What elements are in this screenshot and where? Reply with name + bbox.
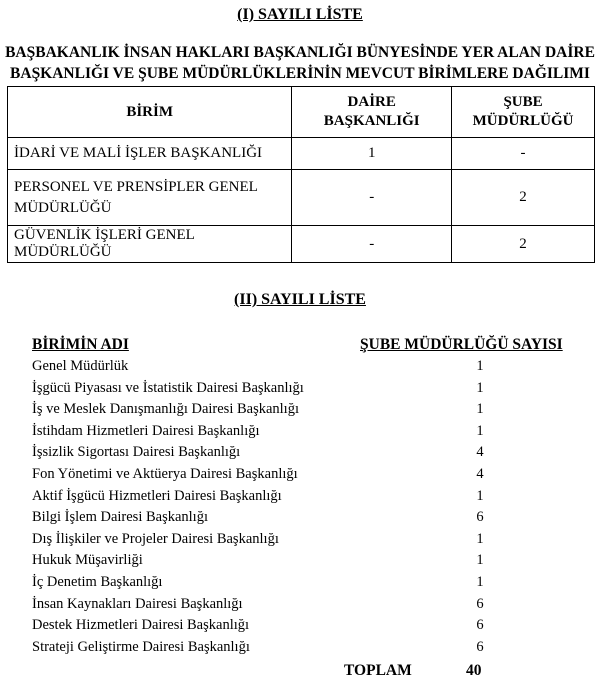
list-item-name: İşsizlik Sigortası Dairesi Başkanlığı (32, 444, 241, 461)
row-sube-count: 2 (452, 226, 595, 263)
list1-heading-line2: BAŞKANLIĞI VE ŞUBE MÜDÜRLÜKLERİNİN MEVCUT BİRİMLERE DAĞILIMI (10, 65, 590, 82)
list-item-count: 1 (476, 401, 484, 418)
list-item-count: 6 (476, 617, 484, 634)
branch-directorate-list (0, 356, 600, 658)
list2-title: (II) SAYILI LİSTE (234, 291, 366, 308)
list2-column-header-count: ŞUBE MÜDÜRLÜĞÜ SAYISI (360, 336, 563, 353)
list-item-name: İşgücü Piyasası ve İstatistik Dairesi Başkanlığı (32, 379, 304, 396)
row-daire-count: 1 (292, 138, 452, 170)
list-item (0, 572, 600, 594)
table-header-row (8, 87, 595, 138)
row-sube-count: 2 (452, 170, 595, 226)
list-item-count: 1 (476, 573, 484, 590)
list1-heading (0, 42, 600, 84)
list-item-count: 1 (476, 530, 484, 547)
list-item-name: Strateji Geliştirme Dairesi Başkanlığı (32, 638, 250, 655)
list-item-name: İstihdam Hizmetleri Dairesi Başkanlığı (32, 422, 260, 439)
list-item-name: Fon Yönetimi ve Aktüerya Dairesi Başkanlığı (32, 465, 298, 482)
list-item-count: 1 (476, 379, 484, 396)
table-row (8, 226, 595, 263)
list-item-count: 4 (476, 444, 484, 461)
list-item-count: 1 (476, 422, 484, 439)
list-item-name: Hukuk Müşavirliği (32, 552, 143, 569)
list-item (0, 399, 600, 421)
list-item-count: 6 (476, 509, 484, 526)
total-value: 40 (466, 662, 482, 679)
list1-title: (I) SAYILI LİSTE (237, 6, 363, 23)
list-item (0, 486, 600, 508)
column-header-sube-line2: MÜDÜRLÜĞÜ (472, 113, 574, 129)
column-header-birim: BİRİM (8, 87, 292, 138)
list-item-name: İnsan Kaynakları Dairesi Başkanlığı (32, 595, 243, 612)
list-item-name: Aktif İşgücü Hizmetleri Dairesi Başkanlığı (32, 487, 282, 504)
row-daire-count: - (292, 226, 452, 263)
list-item-count: 4 (476, 465, 484, 482)
list-item (0, 637, 600, 659)
list-item (0, 378, 600, 400)
list-item-name: İç Denetim Başkanlığı (32, 573, 163, 590)
list-item (0, 594, 600, 616)
list-item (0, 529, 600, 551)
list1-heading-line1: BAŞBAKANLIK İNSAN HAKLARI BAŞKANLIĞI BÜNYESİNDE YER ALAN DAİRE (5, 44, 595, 61)
list-item-name: Genel Müdürlük (32, 358, 129, 374)
total-label: TOPLAM (344, 662, 412, 679)
list2-column-header-name: BİRİMİN ADI (32, 336, 129, 353)
list-item (0, 464, 600, 486)
list-item-count: 6 (476, 638, 484, 655)
list-item-name: Dış İlişkiler ve Projeler Dairesi Başkanlığı (32, 530, 279, 547)
column-header-sube (452, 87, 595, 138)
list-item-name: Destek Hizmetleri Dairesi Başkanlığı (32, 617, 250, 634)
row-unit-name: GÜVENLİK İŞLERİ GENEL MÜDÜRLÜĞÜ (8, 226, 292, 263)
list-item (0, 615, 600, 637)
table-row (8, 138, 595, 170)
list-item-count: 1 (476, 358, 484, 374)
row-unit-name: İDARİ VE MALİ İŞLER BAŞKANLIĞI (8, 138, 292, 170)
list-item-count: 1 (476, 552, 484, 569)
row-daire-count: - (292, 170, 452, 226)
column-header-sube-line1: ŞUBE (503, 94, 543, 110)
list-item-count: 6 (476, 595, 484, 612)
row-unit-name (8, 170, 292, 226)
table-row (8, 170, 595, 226)
list-item (0, 550, 600, 572)
list-item (0, 356, 600, 378)
row-unit-name-line1: PERSONEL VE PRENSİPLER GENEL (14, 178, 258, 195)
list-item (0, 442, 600, 464)
list-item-count: 1 (476, 487, 484, 504)
list-item (0, 421, 600, 443)
unit-distribution-table (7, 86, 595, 263)
list-item-name: Bilgi İşlem Dairesi Başkanlığı (32, 509, 208, 526)
column-header-daire: DAİRE BAŞKANLIĞI (292, 87, 452, 138)
row-sube-count: - (452, 138, 595, 170)
list-item (0, 507, 600, 529)
row-unit-name-line2: MÜDÜRLÜĞÜ (14, 199, 112, 216)
list-item-name: İş ve Meslek Danışmanlığı Dairesi Başkanlığı (32, 401, 299, 418)
